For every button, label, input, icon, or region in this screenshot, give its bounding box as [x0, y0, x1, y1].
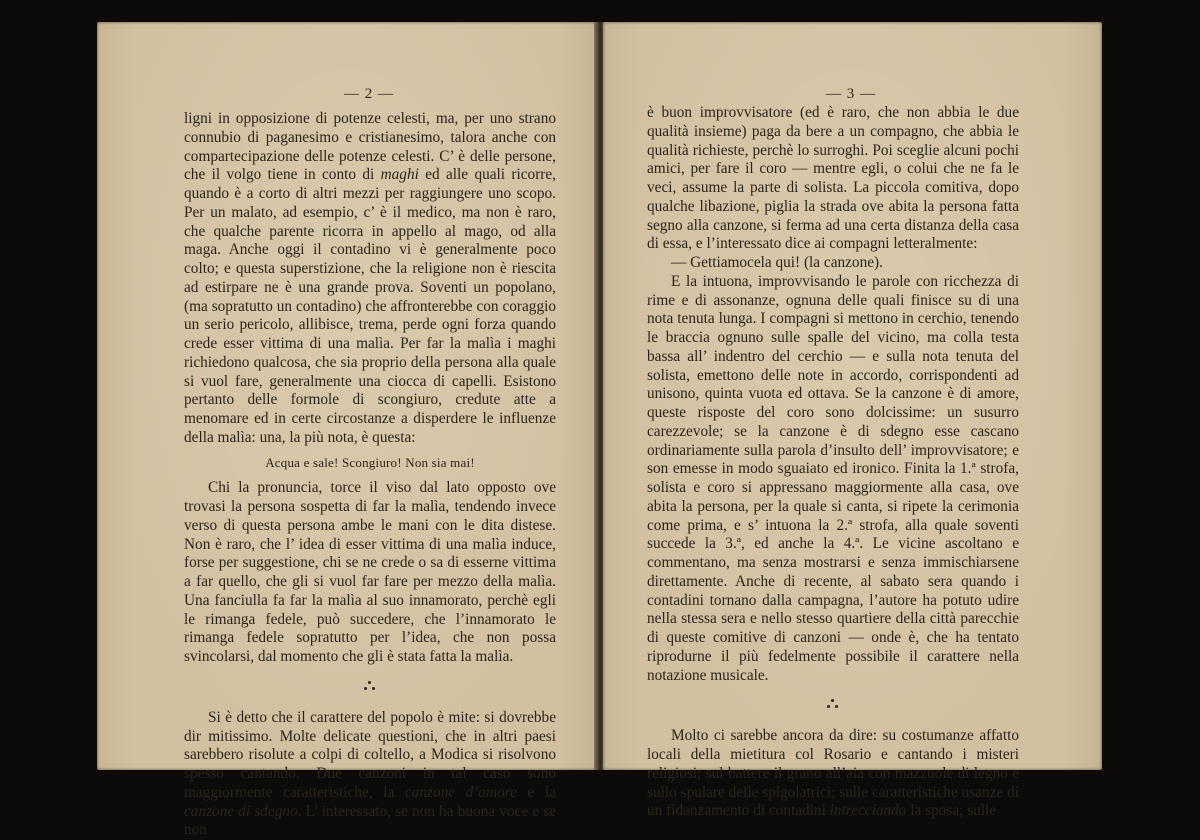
paragraph: è buon improvvisatore (ed è raro, che non abbia le due qualità insieme) paga da bere a un compagno, che abbia le qualità richieste, perchè lo surroghi. Poi sceglie alcuni pochi amici, per fare il coro — mentre egli, o colui che ne fa le veci, assume la parte di solista. La piccola comitiva, dopo qualche libazione, piglia la strada ove abita la persona fatta segno alla canzone, si ferma ad una certa distanza della casa di essa, e l’interessato dice ai compagni letteralmente: — [647, 104, 1019, 253]
italic-text: maghi — [380, 166, 419, 184]
paragraph: Chi la pronuncia, torce il viso dal lato opposto ove trovasi la persona sospetta di far la malìa, tendendo invece verso di questa persona ambe le mani con le dita distese. Non è raro, che l’ idea di esser vittima di una malìa induce, forse per suggestione, chi se ne crede o sa di esserne vittima a far quello, che gli si vuol far fare per mezzo della malìa. Una fanciulla fa far la malìa al suo innamorato, perchè egli le rimanga fedele, può succedere, che l’innamorato le rimanga fedele sopratutto per l’idea, che non possa svincolarsi, dal momento che gli è stata fatta la malìa. — [184, 479, 556, 665]
text-run: Si è detto che il carattere del popolo è mite: si dovrebbe dir mitissimo. Molte delicate questioni, che in altri paesi sarebbero risolute a colpi di coltello, a Modica si risolvono spesso cantando. Due canzoni in tal caso sono maggiormente caratteristiche, la — [184, 708, 556, 801]
text-run: e la — [516, 783, 556, 801]
quoted-line: — Gettiamocela qui! (la canzone). — [671, 254, 883, 271]
section-divider-asterism — [184, 673, 556, 703]
text-run: Molto ci sarebbe ancora da dire: su costumanze affatto locali della mietitura col Rosario e cantando i misteri religiosi; sul battere il grano all’aia con mazzuole di legno e sullo spulare delle spigolatrici; sulle caratteristiche usanze di un fidanzamento di contadini — [647, 727, 1019, 820]
paragraph — [647, 727, 1019, 821]
text-run: ed alle quali ricorre, quando è a corto di altri mezzi per raggiungere uno scopo. Per un malato, ad esempio, c’ è il medico, ma non è raro, che qualche parente ricorra in appello al mago, od alla maga. Anche oggi il contadino vi è generalmente poco colto; e questa superstizione, che la religione non è riescita ad estirpare ne è una grande prova. Soventi un popolano, (ma sopratutto un contadino) che affronterebbe con coraggio un serio pericolo, allibisce, trema, perde ogni forza quando crede esser vittima di una malìa. Per far la malìa i maghi richiedono qualcosa, che sia proprio della persona alla quale si vuol fare, generalmente una ciocca di capelli. Esistono pertanto delle formole di scongiuro, credute atte a menomare ed in certe circostanze a disperdere le influenze della malìa: una, la più nota, è questa: — [184, 166, 556, 446]
text-run: la sposa; sulle — [906, 802, 997, 820]
left-page — [97, 22, 597, 839]
paragraph: E la intuona, improvvisando le parole con ricchezza di rime e di assonanze, ognuna delle quali finisce su di una nota tenuta lunga. I compagni si mettono in cerchio, tenendo le braccia ognuno sulle spalle del vicino, ma colla testa bassa all’ indentro del cerchio — e sulla nota tenuta del solista, emettono delle note in accordo, corrispondenti ad unisono, quinta vuota ed ottava. Se la canzone è di amore, queste risposte del coro sono dolcissime: un susurro carezzevole; se la canzone è di sdegno esse cascano ordinariamente sulla parola d’insulto dell’ improvvisatore; e son emesse in modo sguaiato ed ironico. Finita la 1.ª strofa, solista e coro si appressano maggiormente alla casa, ove abita la persona, per la quale si canta, si ripete la cerimonia come prima, e s’ intuona la 2.ª strofa, alla quale soventi succede la 3.ª, ed anche la 4.ª. Le vicine ascoltano e commentano, ma senza mostrarsi e senza immischiarsene direttamente. Anche di recente, al sabato sera quando i contadini tornano dalla campagna, l’autore ha potuto udire nella stessa sera e nello stesso quartiere della città parecchie di queste comitive di canzoni — onde è, che ha tentato riprodurne il più fedelmente possibile il carattere nella notazione musicale. — [647, 272, 1019, 684]
text-run: . L’ interessato, se non ha buona voce e se non — [184, 802, 557, 839]
right-page-text — [647, 104, 1019, 821]
italic-text: intrecciando — [829, 802, 907, 820]
incantation-formula: Acqua e sale! Scongiuro! Non sia mai! — [265, 454, 475, 470]
page-number: — 3 — — [826, 86, 876, 102]
page-number: — 2 — — [344, 86, 394, 102]
italic-text: canzone d’amore — [404, 783, 517, 801]
left-page-text — [184, 110, 556, 840]
paragraph — [184, 110, 556, 448]
paragraph — [184, 709, 556, 840]
section-divider-asterism — [647, 691, 1019, 721]
right-page — [603, 22, 1102, 820]
italic-text: canzone di sdegno — [184, 802, 298, 820]
text-run: ligni in opposizione di potenze celesti, ma, per uno strano connubio di paganesimo e cristianesimo, talora anche con compartecipazione delle potenze celesti. C’ è delle persone, che il volgo tiene in conto di — [184, 110, 556, 184]
